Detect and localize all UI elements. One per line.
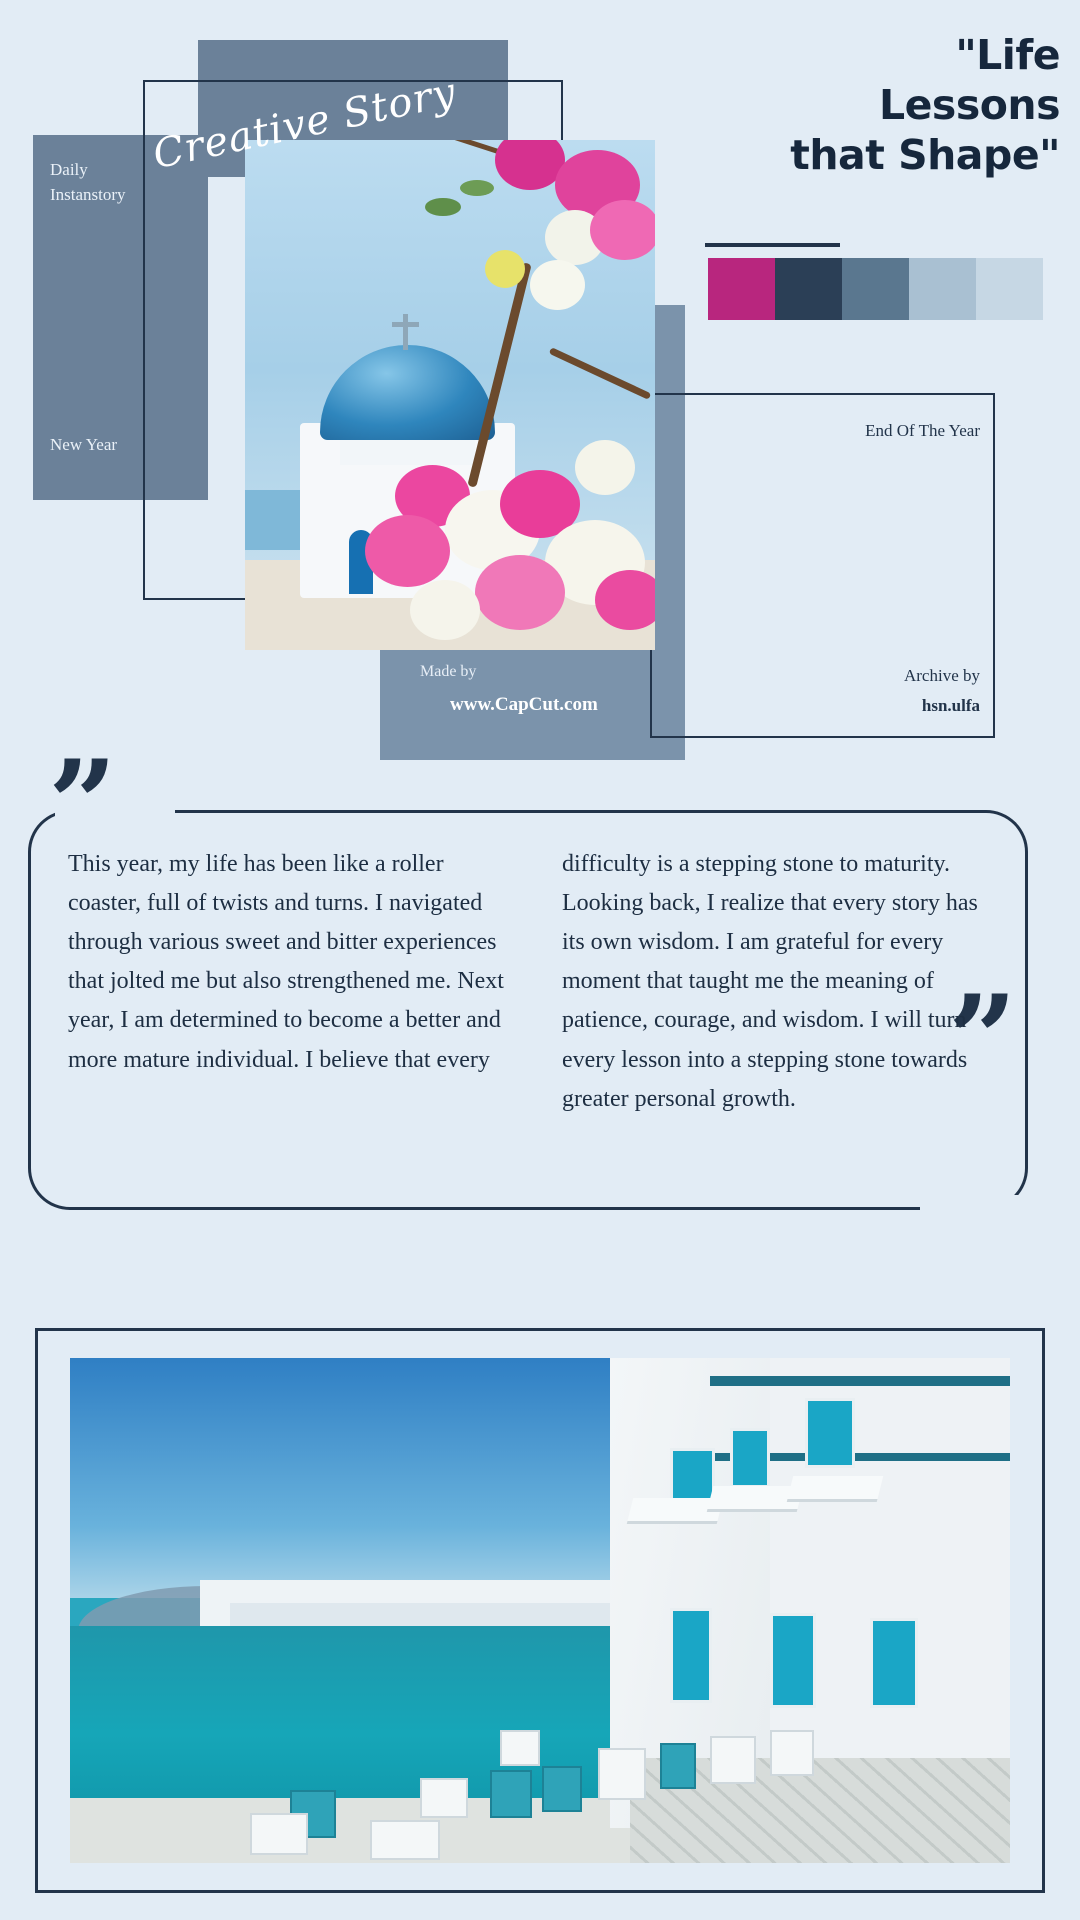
bottom-photo-chair [500, 1730, 540, 1766]
photo-flower [365, 515, 450, 587]
bottom-photo-chair [598, 1748, 646, 1800]
color-palette-strip [708, 258, 1043, 320]
headline-line-3: that Shape" [790, 131, 1060, 180]
headline-line-2: Lessons [879, 81, 1060, 130]
bottom-photo-awning [787, 1476, 883, 1502]
quote-close-mark: ” [948, 969, 1018, 1110]
photo-flower [485, 250, 525, 288]
bottom-photo-window [805, 1398, 855, 1468]
script-title: Creative Story [149, 69, 461, 179]
photo-flower [590, 200, 655, 260]
page-title [660, 30, 1060, 180]
bottom-photo-railing [710, 1376, 1010, 1386]
bottom-photo-chair [660, 1743, 696, 1789]
swatch-1 [708, 258, 775, 320]
swatch-4 [909, 258, 976, 320]
photo-flower [410, 580, 480, 640]
photo-flower [575, 440, 635, 495]
bottom-photo-window [730, 1428, 770, 1488]
photo-leaf [460, 180, 494, 196]
bottom-photo-chair [420, 1778, 468, 1818]
quote-columns [68, 845, 998, 1119]
quote-box-notch-bottom [920, 1195, 1050, 1229]
swatch-3 [842, 258, 909, 320]
bottom-photo-door [870, 1618, 918, 1708]
side-label-top: Daily Instanstory [50, 160, 126, 204]
headline-line-1: "Life [955, 31, 1060, 79]
photo-leaf [425, 198, 461, 216]
bottom-photo-door [770, 1613, 816, 1708]
photo-flower [530, 260, 585, 310]
hero-photo [245, 140, 655, 650]
bottom-photo-chair [490, 1770, 532, 1818]
quote-section [0, 734, 1080, 1285]
photo-cross [403, 314, 408, 350]
quote-column-right: difficulty is a stepping stone to maturity. Looking back, I realize that every story has its own wisdom. I am grateful for every moment that taught me the meaning of patience, courage, and wisdom. I will turn every lesson into a stepping stone towards greater personal growth. [562, 851, 978, 1112]
archive-label: Archive by [903, 666, 980, 685]
bottom-photo-chair [710, 1736, 756, 1784]
bottom-photo-door [670, 1608, 712, 1703]
bottom-photo-table [370, 1820, 440, 1860]
quote-column-left: This year, my life has been like a roller coaster, full of twists and turns. I navigated through various sweet and bitter experiences that jolted me but also strengthened me. Next year, I am determined to become a better and more mature individual. I believe that every [68, 851, 504, 1073]
photo-flower [475, 555, 565, 630]
quote-open-mark: ” [48, 734, 118, 875]
side-label-bottom: New Year [50, 435, 118, 454]
bottom-photo-chair [542, 1766, 582, 1812]
archive-value: hsn.ulfa [921, 696, 980, 715]
made-by-value[interactable]: www.CapCut.com [450, 694, 598, 715]
bottom-photo-chair [770, 1730, 814, 1776]
end-of-year-note: End Of The Year [865, 421, 980, 440]
made-by-label: Made by [420, 663, 477, 680]
swatch-5 [976, 258, 1043, 320]
bottom-photo [70, 1358, 1010, 1863]
swatch-2 [775, 258, 842, 320]
headline-underline [705, 243, 840, 247]
bottom-photo-table [250, 1813, 308, 1855]
